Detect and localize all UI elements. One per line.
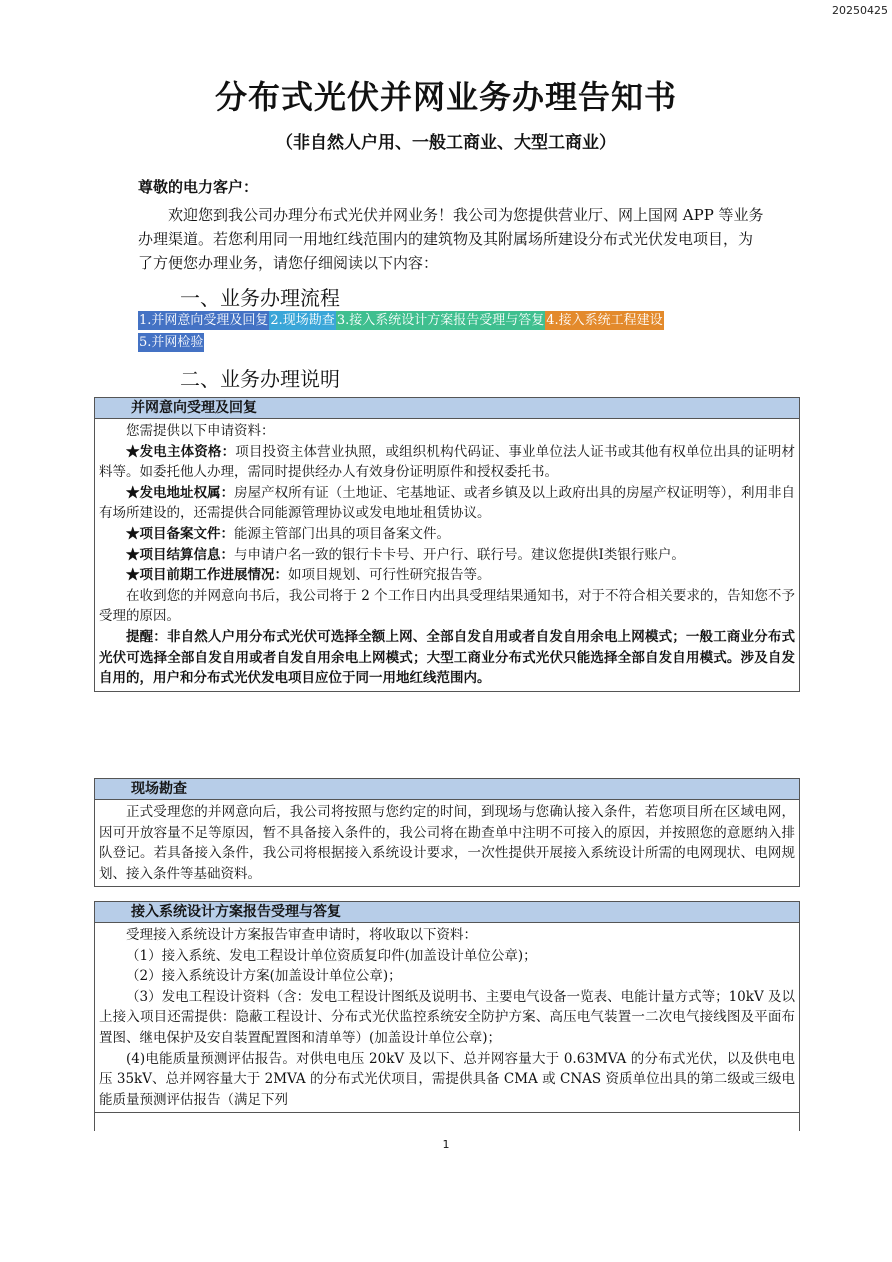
reminder-paragraph: 提醒：非自然人户用分布式光伏可选择全额上网、全部自发自用或者自发自用余电上网模式；一般工商业分布式光伏可选择全部自发自用或者自发自用余电上网模式；大型工商业分布式光伏只能选择全部自发自用模式。涉及自发自用的，用户和分布式光伏发电项目应位于同一用地红线范围内。 (99, 628, 795, 687)
paragraph: （3）发电工程设计资料（含：发电工程设计图纸及说明书、主要电气设备一览表、电能计量方式等；10kV 及以上接入项目还需提供：隐蔽工程设计、分布式光伏监控系统安全防护方案、高压电气装置一二次电气接线图及平面布置图、继电保护及安自装置配置图和清单等）(加盖设计单位公章)； (99, 988, 795, 1046)
paragraph: ★项目结算信息：与申请户名一致的银行卡卡号、开户行、联行号。建议您提供Ⅰ类银行账户。 (126, 546, 685, 563)
date-stamp: 20250425 (832, 4, 888, 17)
flow-step: 1.并网意向受理及回复 (139, 313, 269, 328)
paragraph: （1）接入系统、发电工程设计单位资质复印件(加盖设计单位公章)； (126, 947, 537, 964)
flow-step: 5.并网检验 (139, 335, 204, 350)
paragraph: ★发电主体资格：项目投资主体营业执照，或组织机构代码证、事业单位法人证书或其他有权单位出具的证明材料等。如委托他人办理，需同时提供经办人有效身份证明原件和授权委托书。 (99, 443, 795, 481)
section-box-intent (94, 397, 800, 692)
flow-step: 2.现场勘查 (270, 313, 335, 328)
section-box-survey (94, 778, 800, 887)
box-body (95, 800, 799, 887)
box-body (95, 419, 799, 692)
box-header: 现场勘查 (95, 779, 799, 800)
greeting: 尊敬的电力客户： (138, 178, 259, 196)
paragraph: （2）接入系统设计方案(加盖设计单位公章)； (126, 968, 402, 985)
process-flow (138, 310, 798, 354)
paragraph: ★项目前期工作进展情况：如项目规划、可行性研究报告等。 (126, 567, 491, 584)
intro-paragraph: 欢迎您到我公司办理分布式光伏并网业务！我公司为您提供营业厅、网上国网 APP 等业务办理渠道。若您利用同一用地红线范围内的建筑物及其附属场所建设分布式光伏发电项目，为了方便您办理业务，请您仔细阅读以下内容： (138, 206, 764, 272)
box-header: 接入系统设计方案报告受理与答复 (95, 902, 799, 923)
paragraph: ★发电地址权属：房屋产权所有证（土地证、宅基地证、或者乡镇及以上政府出具的房屋产权证明等），利用非自有场所建设的，还需提供合同能源管理协议或发电地址租赁协议。 (99, 484, 796, 522)
paragraph: 正式受理您的并网意向后，我公司将按照与您约定的时间，到现场与您确认接入条件，若您项目所在区域电网，因可开放容量不足等原因，暂不具备接入条件的，我公司将在勘查单中注明不可接入的原因，并按照您的意愿纳入排队登记。若具备接入条件，我公司将根据接入系统设计要求，一次性提供开展接入系统设计所需的电网现状、电网规划、接入条件等基础资料。 (99, 804, 795, 882)
flow-step: 4.接入系统工程建设 (546, 313, 663, 328)
document-title: 分布式光伏并网业务办理告知书 (214, 78, 677, 116)
flow-step: 3.接入系统设计方案报告受理与答复 (336, 313, 545, 328)
section-heading-instructions: 二、业务办理说明 (180, 367, 340, 391)
box-header: 并网意向受理及回复 (95, 398, 799, 419)
paragraph: 在收到您的并网意向书后，我公司将于 2 个工作日内出具受理结果通知书，对于不符合相关要求的，告知您不予受理的原因。 (99, 587, 795, 625)
paragraph: ★项目备案文件：能源主管部门出具的项目备案文件。 (126, 525, 450, 542)
paragraph: 您需提供以下申请资料： (126, 423, 275, 439)
section-heading-process: 一、业务办理流程 (180, 286, 340, 310)
box-body (95, 923, 799, 1113)
paragraph: 受理接入系统设计方案报告审查申请时，将收取以下资料： (126, 927, 477, 943)
section-box-design (94, 901, 800, 1131)
document-subtitle: （非自然人户用、一般工商业、大型工商业） (276, 133, 616, 153)
page-number: 1 (442, 1138, 450, 1151)
paragraph: (4)电能质量预测评估报告。对供电电压 20kV 及以下、总并网容量大于 0.63MVA 的分布式光伏，以及供电电压 35kV、总并网容量大于 2MVA 的分布式光伏项目，需提供具备 CMA 或 CNAS 资质单位出具的第二级或三级电能质量预测评估报告（满足下列 (99, 1050, 795, 1108)
